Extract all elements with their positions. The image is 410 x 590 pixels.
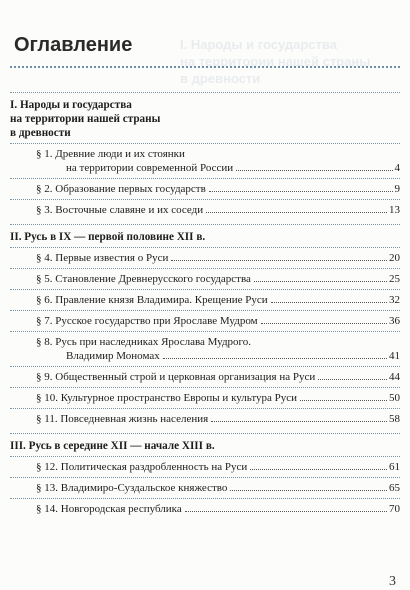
entry-page: 70 xyxy=(389,503,400,515)
entry-title: § 12. Политическая раздробленность на Руси xyxy=(36,461,248,473)
entry-page: 58 xyxy=(389,413,400,425)
title-divider xyxy=(10,66,400,68)
table-of-contents xyxy=(10,92,400,523)
bleed-through-text xyxy=(180,36,410,87)
entry-title-continued: на территории современной России xyxy=(66,162,234,174)
dot-leader xyxy=(206,212,387,213)
bleed-line: I. Народы и государства xyxy=(180,37,337,52)
entry-page: 50 xyxy=(389,392,400,404)
chapter-title xyxy=(10,439,400,453)
dot-leader xyxy=(185,511,387,512)
toc-entry[interactable] xyxy=(10,289,400,310)
entry-page: 13 xyxy=(389,204,400,216)
entry-title: § 5. Становление Древнерусского государства xyxy=(36,273,251,285)
chapter-title xyxy=(10,230,400,244)
toc-entry[interactable] xyxy=(10,268,400,289)
toc-entry[interactable] xyxy=(10,456,400,477)
chapter-title-line: I. Народы и государства xyxy=(10,99,132,111)
toc-entry[interactable] xyxy=(10,387,400,408)
toc-entry[interactable] xyxy=(10,477,400,498)
entry-title: § 9. Общественный строй и церковная организация на Руси xyxy=(36,371,316,383)
toc-entry[interactable] xyxy=(10,143,400,178)
page-title: Оглавление xyxy=(14,34,133,56)
entry-title-continued: Владимир Мономах xyxy=(66,350,160,362)
chapter-title xyxy=(10,98,400,140)
chapter-title-line: II. Русь в IX — первой половине XII в. xyxy=(10,231,206,243)
entry-page: 20 xyxy=(389,252,400,264)
chapter-3 xyxy=(10,433,400,523)
dot-leader xyxy=(261,323,387,324)
toc-entry[interactable] xyxy=(10,199,400,220)
entry-page: 65 xyxy=(389,482,400,494)
entry-title: § 2. Образование первых государств xyxy=(36,183,206,195)
entry-title: § 4. Первые известия о Руси xyxy=(36,252,169,264)
chapter-2 xyxy=(10,224,400,433)
dot-leader xyxy=(163,358,387,359)
chapter-title-line: III. Русь в середине XII — начале XIII в. xyxy=(10,440,215,452)
toc-entry[interactable] xyxy=(10,247,400,268)
entry-title: § 10. Культурное пространство Европы и культура Руси xyxy=(36,392,298,404)
bleed-line: в древности xyxy=(180,71,261,86)
dot-leader xyxy=(300,400,387,401)
entry-title: § 14. Новгородская республика xyxy=(36,503,182,515)
bleed-line: на территории нашей страны xyxy=(180,54,371,69)
dot-leader xyxy=(318,379,387,380)
entry-page: 32 xyxy=(389,294,400,306)
toc-entry[interactable] xyxy=(10,331,400,366)
entry-title: § 1. Древние люди и их стоянки xyxy=(36,148,185,160)
dot-leader xyxy=(250,469,387,470)
entry-title: § 3. Восточные славяне и их соседи xyxy=(36,204,204,216)
chapter-title-line: в древности xyxy=(10,127,71,139)
entry-title: § 8. Русь при наследниках Ярослава Мудрого. xyxy=(36,336,252,348)
entry-page: 61 xyxy=(389,461,400,473)
entry-title: § 7. Русское государство при Ярославе Мудром xyxy=(36,315,258,327)
entry-page: 25 xyxy=(389,273,400,285)
dot-leader xyxy=(209,191,393,192)
entry-title: § 13. Владимиро-Суздальское княжество xyxy=(36,482,228,494)
toc-entry[interactable] xyxy=(10,178,400,199)
entry-page: 41 xyxy=(389,350,400,362)
toc-entry[interactable] xyxy=(10,310,400,331)
entry-title: § 6. Правление князя Владимира. Крещение Руси xyxy=(36,294,268,306)
toc-entry[interactable] xyxy=(10,498,400,519)
page-number: 3 xyxy=(389,574,396,589)
chapter-title-line: на территории нашей страны xyxy=(10,113,161,125)
entry-page: 36 xyxy=(389,315,400,327)
toc-entry[interactable] xyxy=(10,366,400,387)
entry-title: § 11. Повседневная жизнь населения xyxy=(36,413,209,425)
dot-leader xyxy=(230,490,387,491)
dot-leader xyxy=(236,170,392,171)
entry-page: 44 xyxy=(389,371,400,383)
chapter-1 xyxy=(10,92,400,224)
dot-leader xyxy=(271,302,387,303)
toc-entry[interactable] xyxy=(10,408,400,429)
entry-page: 4 xyxy=(394,162,400,174)
dot-leader xyxy=(254,281,387,282)
dot-leader xyxy=(211,421,387,422)
dot-leader xyxy=(171,260,387,261)
entry-page: 9 xyxy=(394,183,400,195)
